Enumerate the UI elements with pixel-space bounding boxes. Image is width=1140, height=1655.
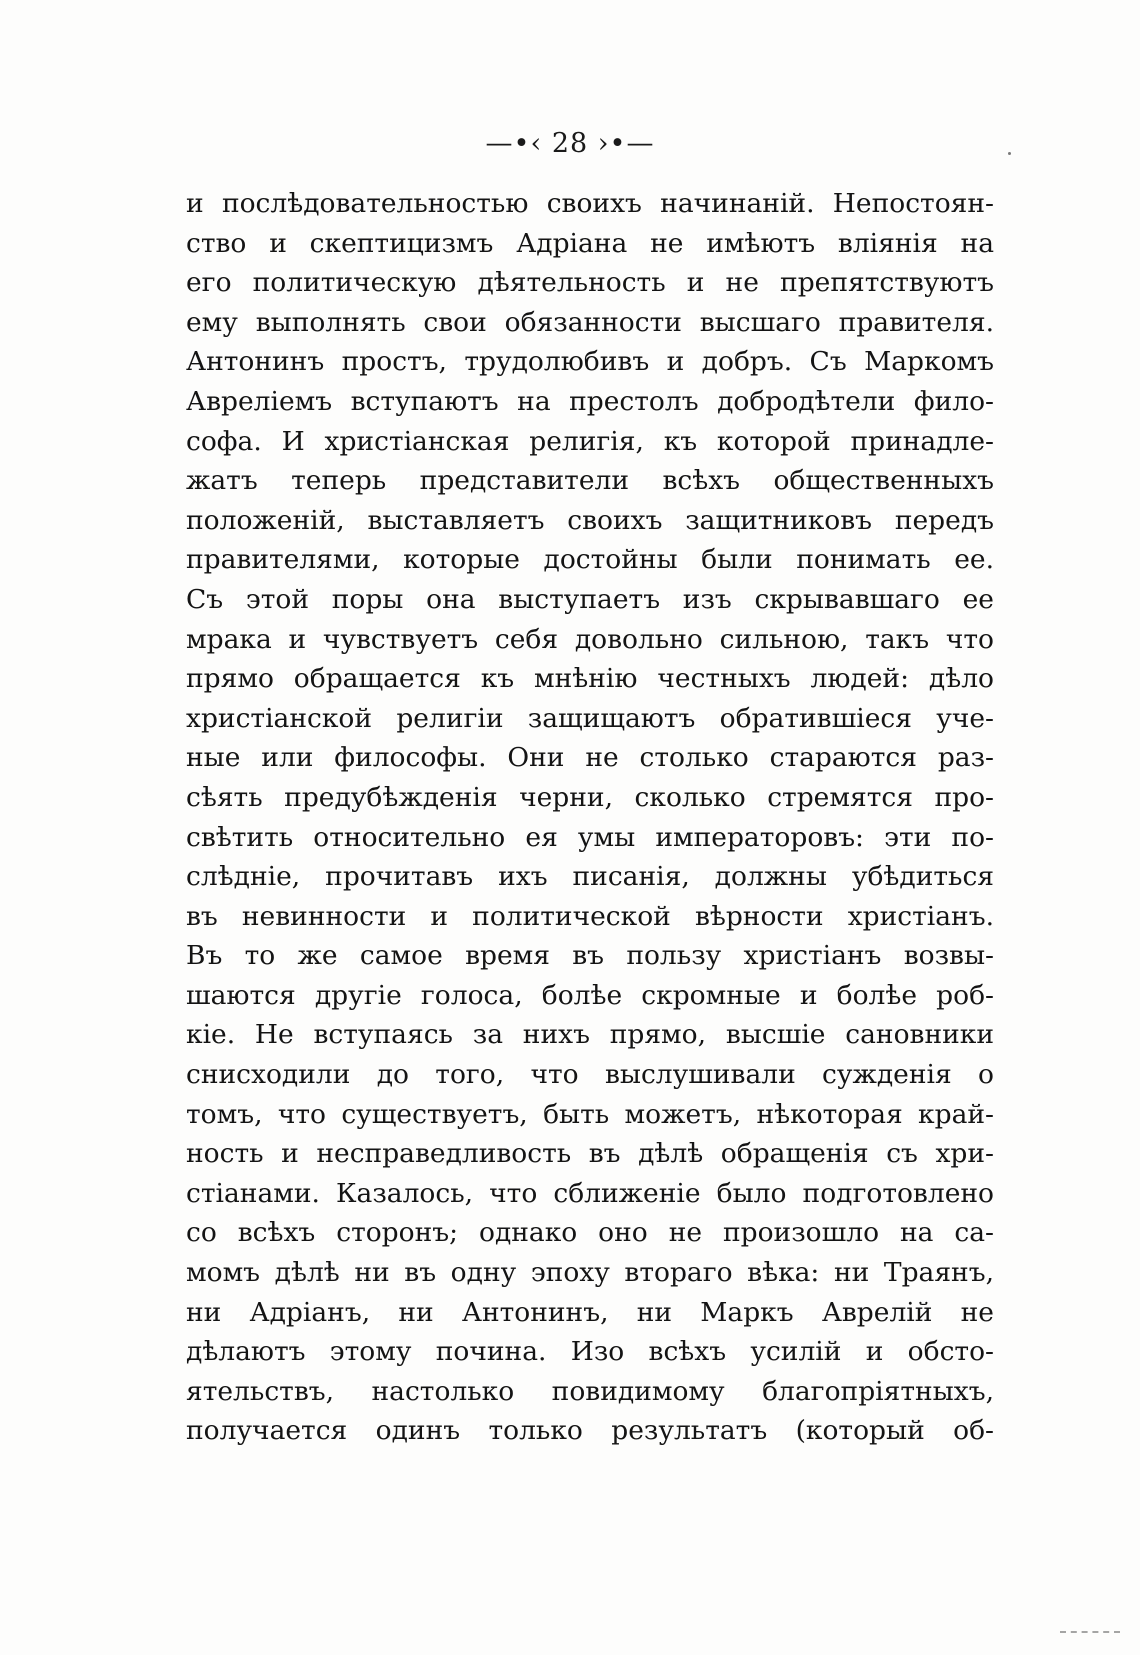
text-line-18: слѣдніе, прочитавъ ихъ писанія, должны убѣдиться [186,861,994,893]
text-line-20: Въ то же самое время въ пользу христіанъ возвы- [186,940,994,972]
text-line-29: ни Адріанъ, ни Антонинъ, ни Маркъ Аврелій не [186,1296,994,1328]
text-line-5: Антонинъ простъ, трудолюбивъ и добръ. Съ Маркомъ [186,346,994,378]
text-line-24: томъ, что существуетъ, быть можетъ, нѣкоторая край- [186,1098,994,1130]
text-line-19: въ невинности и политической вѣрности христіанъ. [186,900,994,932]
text-line-11: Съ этой поры она выступаетъ изъ скрывавшаго ее [186,583,994,615]
text-line-16: сѣять предубѣжденія черни, сколько стремятся про- [186,781,994,813]
page-number-header: —•‹ 28 ›•— [485,128,655,159]
text-line-15: ные или философы. Они не столько стараются раз- [186,742,994,774]
text-line-3: его политическую дѣятельность и не препятствуютъ [186,267,994,299]
text-line-31: ятельствъ, настолько повидимому благопріятныхъ, [186,1375,994,1407]
text-line-14: христіанской религіи защищаютъ обратившіеся уче- [186,702,994,734]
text-line-13: прямо обращается къ мнѣнію честныхъ людей: дѣло [186,663,994,695]
text-line-22: кіе. Не вступаясь за нихъ прямо, высшіе сановники [186,1019,994,1051]
text-line-26: стіанами. Казалось, что сближеніе было подготовлено [186,1177,994,1209]
text-line-28: момъ дѣлѣ ни въ одну эпоху втораго вѣка: ни Траянъ, [186,1257,994,1289]
text-line-32: получается одинъ только результатъ (который об- [186,1415,994,1447]
text-line-23: снисходили до того, что выслушивали сужденія о [186,1059,994,1091]
text-line-1: и послѣдовательностью своихъ начинаній. Непостоян- [186,188,994,219]
text-line-30: дѣлаютъ этому почина. Изо всѣхъ усилій и обсто- [186,1336,994,1368]
text-line-6: Авреліемъ вступаютъ на престолъ добродѣтели фило- [186,385,994,417]
text-line-8: жатъ теперь представители всѣхъ общественныхъ [186,465,994,497]
text-line-21: шаются другіе голоса, болѣе скромные и болѣе роб- [186,979,994,1011]
text-line-25: ность и несправедливость въ дѣлѣ обращенія съ хри- [186,1138,994,1170]
body-text [186,184,994,1451]
text-line-4: ему выполнять свои обязанности высшаго правителя. [186,306,994,338]
print-dashes [1060,1625,1120,1633]
text-line-12: мрака и чувствуетъ себя довольно сильною, такъ что [186,623,994,655]
text-line-10: правителями, которые достойны были понимать ее. [186,544,994,576]
text-line-27: со всѣхъ сторонъ; однако оно не произошло на са- [186,1217,994,1249]
text-line-17: свѣтить относительно ея умы императоровъ: эти по- [186,821,994,853]
text-line-9: положеній, выставляетъ своихъ защитниковъ передъ [186,504,994,536]
text-line-2: ство и скептицизмъ Адріана не имѣютъ вліянія на [186,227,994,259]
text-line-7: софа. И христіанская религія, къ которой принадле- [186,425,994,457]
